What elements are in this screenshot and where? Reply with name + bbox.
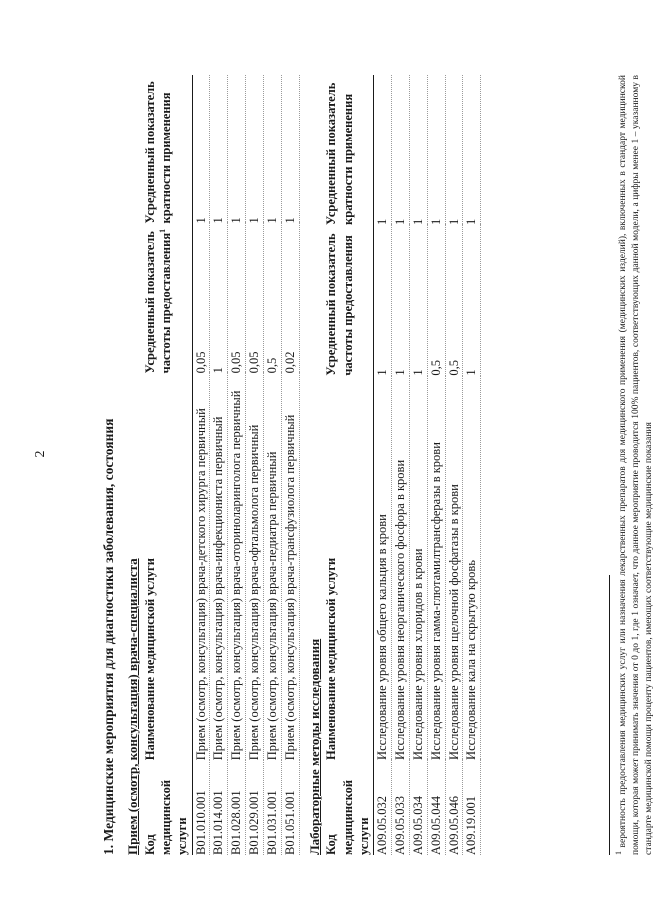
service-name: Исследование уровня щелочной фосфатазы в крови: [445, 376, 463, 760]
footnote-mark: 1: [614, 851, 624, 855]
page-number: 2: [33, 450, 48, 458]
service-code: A09.05.044: [427, 760, 445, 855]
footnote-text: вероятность предоставления медицинских услуг или назначения лекарственных препаратов для медицинского применения (медицинских изделий), включенных в стандарт медицинской помощи, которая может принимать значения от 0 до 1, где 1 означает, что данное мероприятие проводится 100% пациентов, соответствующих данной модели, а цифры менее 1 – указанному в стандарте медицинской помощи проценту пациентов, имеющих соответствующие медицинские показания: [618, 75, 654, 855]
service-code: B01.010.001: [192, 760, 210, 855]
multiplicity-value: 1: [264, 75, 282, 224]
service-name: Прием (осмотр, консультация) врача-оториноларинголога первичный: [228, 373, 246, 760]
service-name: Исследование уровня общего кальция в крови: [374, 376, 392, 760]
frequency-value: 0,5: [445, 225, 463, 376]
service-code: A09.19.001: [463, 760, 481, 855]
labs-title: Лабораторные методы исследования: [306, 638, 322, 855]
table-row: [264, 75, 282, 855]
document-body: [100, 75, 654, 855]
header-frequency: Усредненный показатель частоты предоставления: [323, 225, 373, 376]
multiplicity-value: 1: [463, 75, 481, 225]
footnote-ref: 1: [158, 228, 168, 233]
service-code: B01.014.001: [210, 760, 228, 855]
service-name: Исследование уровня неорганического фосфора в крови: [391, 376, 409, 760]
service-name: Прием (осмотр, консультация) врача-трансфузиолога первичный: [281, 373, 299, 760]
header-name: Наименование медицинской услуги: [323, 376, 373, 760]
frequency-value: 0,05: [192, 224, 210, 374]
service-name: Прием (осмотр, консультация) врача-педиатра первичный: [264, 373, 282, 760]
section-title: 1. Медицинские мероприятия для диагностики заболевания, состояния: [101, 418, 116, 855]
frequency-value: 1: [374, 225, 392, 376]
header-frequency: [142, 224, 192, 374]
service-name: Исследование кала на скрытую кровь: [463, 376, 481, 760]
frequency-value: 1: [463, 225, 481, 376]
service-code: A09.05.034: [409, 760, 427, 855]
multiplicity-value: 1: [281, 75, 299, 224]
consultations-title: Прием (осмотр, консультация) врача-специалиста: [125, 558, 141, 855]
multiplicity-value: 1: [391, 75, 409, 225]
multiplicity-value: 1: [192, 75, 210, 224]
consultations-table: [142, 75, 300, 855]
frequency-value: 1: [409, 225, 427, 376]
multiplicity-value: 1: [409, 75, 427, 225]
service-code: B01.029.001: [246, 760, 264, 855]
frequency-value: 0,05: [246, 224, 264, 374]
table-row: [192, 75, 210, 855]
service-name: Исследование уровня хлоридов в крови: [409, 376, 427, 760]
service-code: A09.05.046: [445, 760, 463, 855]
header-code: Код медицинской услуги: [142, 760, 192, 855]
footnote-divider: [609, 575, 610, 855]
header-multiplicity: Усредненный показатель кратности применения: [323, 75, 373, 225]
service-code: B01.031.001: [264, 760, 282, 855]
table-row: [246, 75, 264, 855]
table-row: [427, 75, 445, 855]
frequency-value: 0,5: [427, 225, 445, 376]
frequency-value: 0,02: [281, 224, 299, 374]
header-multiplicity: Усредненный показатель кратности применения: [142, 75, 192, 224]
service-name: Прием (осмотр, консультация) врача-детского хирурга первичный: [192, 373, 210, 760]
table-header-row: [142, 75, 192, 855]
service-code: B01.051.001: [281, 760, 299, 855]
frequency-value: 0,05: [228, 224, 246, 374]
multiplicity-value: 1: [374, 75, 392, 225]
service-name: Прием (осмотр, консультация) врача-инфекциониста первичный: [210, 373, 228, 760]
service-code: A09.05.032: [374, 760, 392, 855]
header-frequency-text: Усредненный показатель частоты предоставления: [142, 231, 174, 374]
service-code: B01.028.001: [228, 760, 246, 855]
multiplicity-value: 1: [445, 75, 463, 225]
frequency-value: 0,5: [264, 224, 282, 374]
service-name: Прием (осмотр, консультация) врача-офтальмолога первичный: [246, 373, 264, 760]
multiplicity-value: 1: [210, 75, 228, 224]
frequency-value: 1: [210, 224, 228, 374]
table-row: [445, 75, 463, 855]
service-code: A09.05.033: [391, 760, 409, 855]
table-row: [409, 75, 427, 855]
service-name: Исследование уровня гамма-глютамилтрансферазы в крови: [427, 376, 445, 760]
table-row: [463, 75, 481, 855]
labs-rows: [374, 75, 481, 855]
consultations-rows: [192, 75, 299, 855]
multiplicity-value: 1: [246, 75, 264, 224]
footnote: [614, 75, 655, 855]
table-row: [374, 75, 392, 855]
header-name: Наименование медицинской услуги: [142, 373, 192, 760]
table-row: [281, 75, 299, 855]
table-row: [391, 75, 409, 855]
labs-table: [323, 75, 481, 855]
header-code: Код медицинской услуги: [323, 760, 373, 855]
multiplicity-value: 1: [427, 75, 445, 225]
table-row: [210, 75, 228, 855]
multiplicity-value: 1: [228, 75, 246, 224]
frequency-value: 1: [391, 225, 409, 376]
table-row: [228, 75, 246, 855]
table-header-row: [323, 75, 373, 855]
